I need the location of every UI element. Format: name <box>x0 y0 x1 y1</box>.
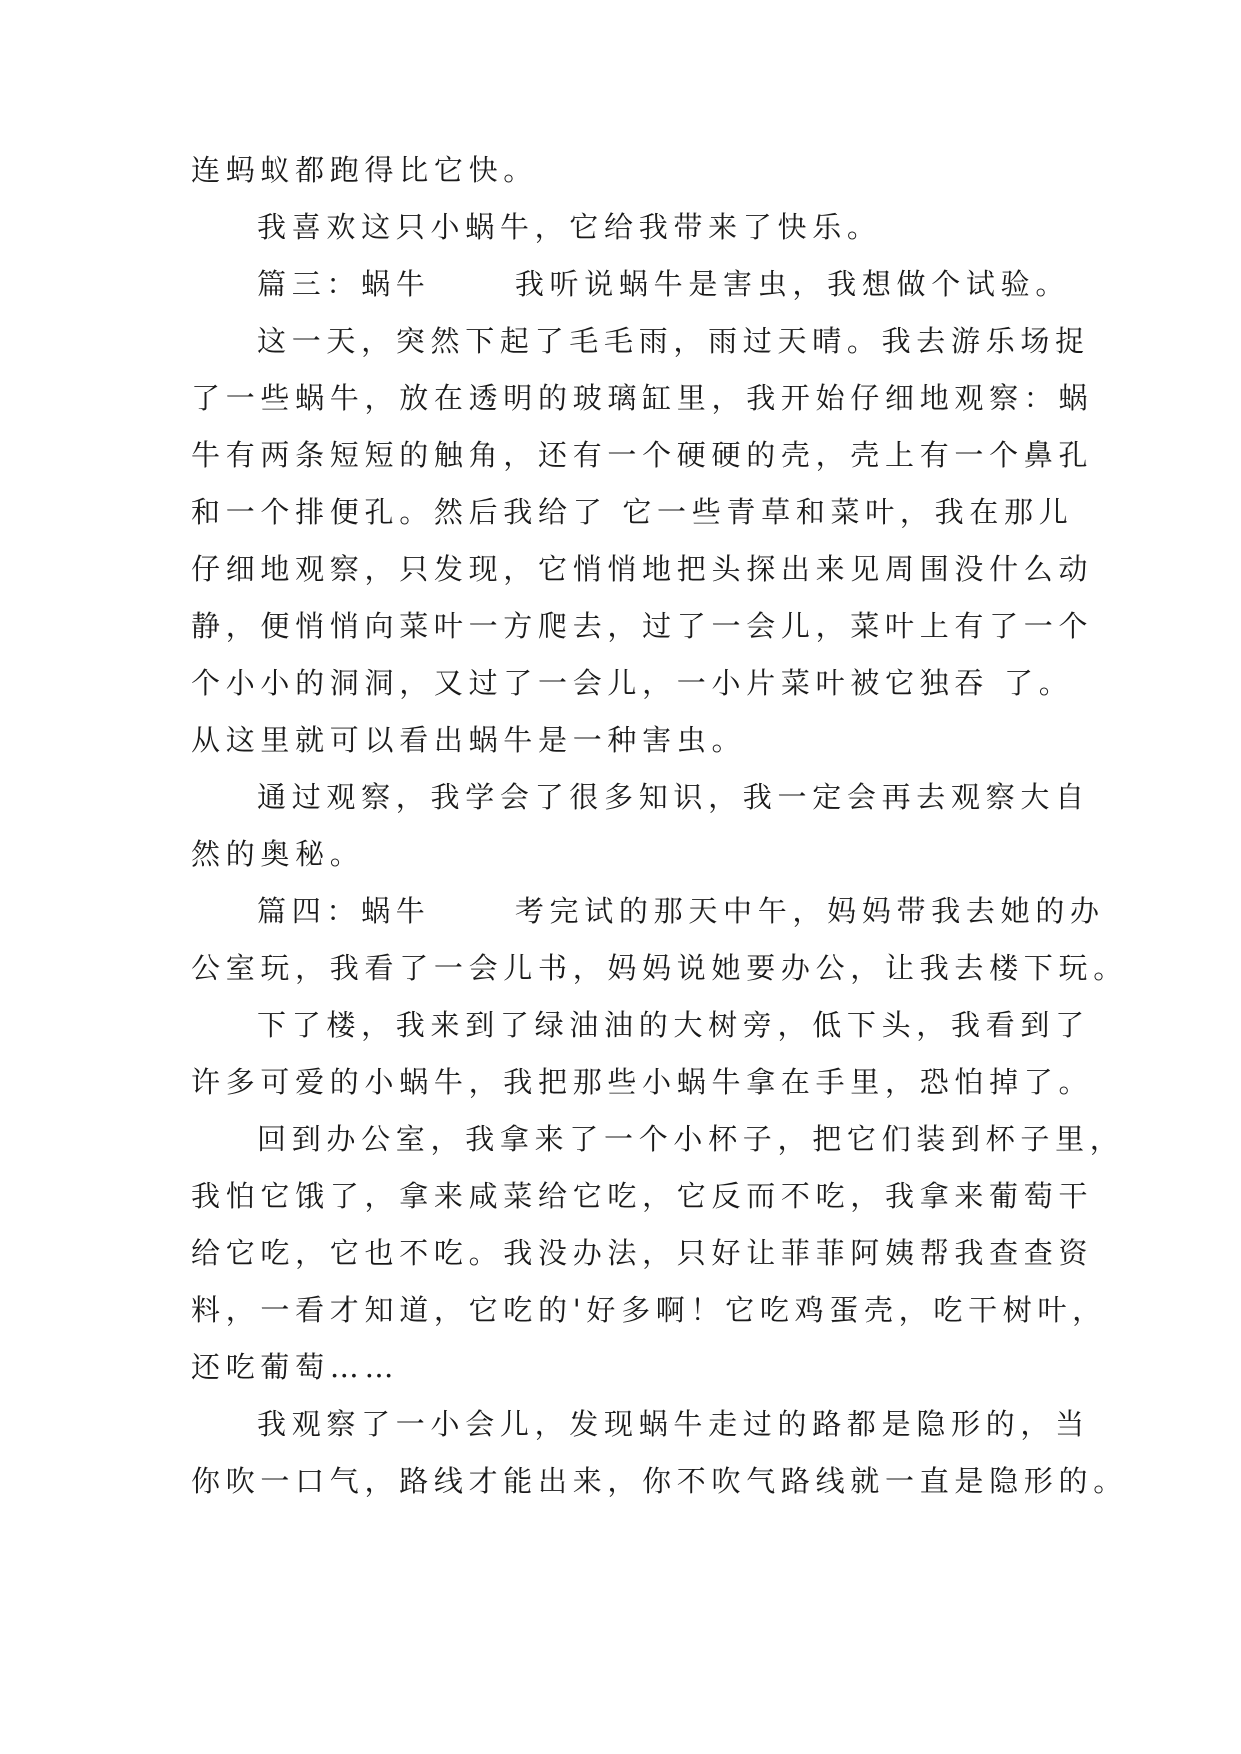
paragraph-start-line: 下了楼，我来到了绿油油的大树旁，低下头，我看到了 <box>257 1008 1090 1042</box>
text-line: 了一些蜗牛，放在透明的玻璃缸里，我开始仔细地观察：蜗 <box>191 381 1094 415</box>
paragraph-start-line: 回到办公室，我拿来了一个小杯子，把它们装到杯子里， <box>257 1122 1125 1156</box>
text-line: 料，一看才知道，它吃的'好多啊！它吃鸡蛋壳，吃干树叶， <box>191 1293 1107 1327</box>
section-heading-line: 篇三：蜗牛 我听说蜗牛是害虫，我想做个试验。 <box>257 267 1071 301</box>
text-line: 静，便悄悄向菜叶一方爬去，过了一会儿，菜叶上有了一个 <box>191 609 1094 643</box>
text-line: 从这里就可以看出蜗牛是一种害虫。 <box>191 723 747 757</box>
text-line: 仔细地观察，只发现，它悄悄地把头探出来见周围没什么动 <box>191 552 1094 586</box>
text-line: 我怕它饿了，拿来咸菜给它吃，它反而不吃，我拿来葡萄干 <box>191 1179 1094 1213</box>
text-line: 然的奥秘。 <box>191 837 365 871</box>
paragraph-start-line: 我观察了一小会儿，发现蜗牛走过的路都是隐形的，当 <box>257 1407 1090 1441</box>
text-line: 给它吃，它也不吃。我没办法，只好让菲菲阿姨帮我查查资 <box>191 1236 1094 1270</box>
paragraph-start-line: 我喜欢这只小蜗牛，它给我带来了快乐。 <box>257 210 882 244</box>
text-line: 牛有两条短短的触角，还有一个硬硬的壳，壳上有一个鼻孔 <box>191 438 1094 472</box>
text-line: 连蚂蚁都跑得比它快。 <box>191 153 539 187</box>
paragraph-start-line: 通过观察，我学会了很多知识，我一定会再去观察大自 <box>257 780 1090 814</box>
paragraph-start-line: 这一天，突然下起了毛毛雨，雨过天晴。我去游乐场捉 <box>257 324 1090 358</box>
text-line: 公室玩，我看了一会儿书，妈妈说她要办公，让我去楼下玩。 <box>191 951 1128 985</box>
section-heading-line: 篇四：蜗牛 考完试的那天中午，妈妈带我去她的办 <box>257 894 1105 928</box>
text-line: 个小小的洞洞，又过了一会儿，一小片菜叶被它独吞 了。 <box>191 666 1074 700</box>
text-line: 你吹一口气，路线才能出来，你不吹气路线就一直是隐形的。 <box>191 1464 1128 1498</box>
text-line: 许多可爱的小蜗牛，我把那些小蜗牛拿在手里，恐怕掉了。 <box>191 1065 1094 1099</box>
text-line: 和一个排便孔。然后我给了 它一些青草和菜叶，我在那儿 <box>191 495 1074 529</box>
text-line: 还吃葡萄…… <box>191 1350 400 1384</box>
